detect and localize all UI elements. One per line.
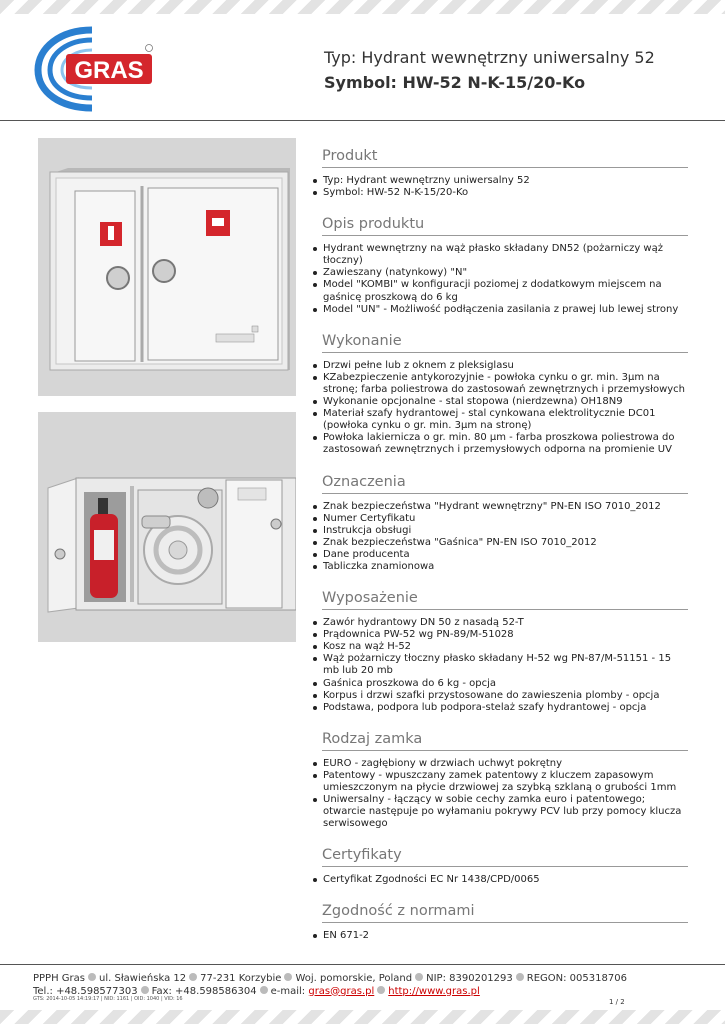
page-number: 1 / 2 <box>609 998 625 1006</box>
list-item: Kosz na wąż H-52 <box>310 641 688 653</box>
list-item: Model "KOMBI" w konfiguracji poziomej z dodatkowym miejscem na gaśnicę proszkową do 6 kg <box>310 279 688 303</box>
nip: NIP: 8390201293 <box>426 973 513 984</box>
list-item: EURO - zagłębiony w drzwiach uchwyt pokrętny <box>310 758 688 770</box>
section-wyposazenie <box>310 588 688 714</box>
separator-dot-icon <box>284 973 292 981</box>
fax: Fax: +48.598586304 <box>151 985 257 997</box>
company-name: PPPH Gras <box>33 973 85 984</box>
document-metadata: GTS: 2014-10-05 14:19:17 | NID: 1161 | OID: 1040 | VID: 16 <box>33 996 183 1002</box>
footer-divider <box>0 964 725 965</box>
svg-text:GRAS: GRAS <box>74 57 144 84</box>
section-produkt <box>310 146 688 199</box>
list-item: Powłoka lakiernicza o gr. min. 80 µm - farba proszkowa poliestrowa do zastosowań zewnętrznych i przemysłowych odporna na promienie UV <box>310 432 688 456</box>
separator-dot-icon <box>260 986 268 994</box>
list-item: Znak bezpieczeństwa "Hydrant wewnętrzny" PN-EN ISO 7010_2012 <box>310 501 688 513</box>
section-title: Opis produktu <box>322 214 688 236</box>
list-item: Prądownica PW-52 wg PN-89/M-51028 <box>310 629 688 641</box>
list-item: Wykonanie opcjonalne - stal stopowa (nierdzewna) OH18N9 <box>310 396 688 408</box>
section-oznaczenia <box>310 472 688 574</box>
product-type-title: Typ: Hydrant wewnętrzny uniwersalny 52 <box>324 48 655 67</box>
section-title: Rodzaj zamka <box>322 729 688 751</box>
list-item: Typ: Hydrant wewnętrzny uniwersalny 52 <box>310 175 688 187</box>
list-item: Dane producenta <box>310 549 688 561</box>
separator-dot-icon <box>377 986 385 994</box>
list-item: Numer Certyfikatu <box>310 513 688 525</box>
section-title: Produkt <box>322 146 688 168</box>
section-rodzaj-zamka <box>310 729 688 831</box>
header-divider <box>0 120 725 121</box>
region: Woj. pomorskie, Poland <box>295 973 413 984</box>
list-item: Podstawa, podpora lub podpora-stelaż szafy hydrantowej - opcja <box>310 702 688 714</box>
product-details <box>310 146 688 958</box>
section-opis-produktu <box>310 214 688 316</box>
product-symbol-title: Symbol: HW-52 N-K-15/20-Ko <box>324 73 586 92</box>
list-item: Model "UN" - Możliwość podłączenia zasilania z prawej lub lewej strony <box>310 304 688 316</box>
closed-cabinet-photo <box>38 138 296 396</box>
separator-dot-icon <box>415 973 423 981</box>
separator-dot-icon <box>88 973 96 981</box>
list-item: Znak bezpieczeństwa "Gaśnica" PN-EN ISO 7010_2012 <box>310 537 688 549</box>
list-item: Drzwi pełne lub z oknem z pleksiglasu <box>310 360 688 372</box>
list-item: Materiał szafy hydrantowej - stal cynkowana elektrolitycznie DC01 (powłoka cynku o gr. min. 3µm na stronę) <box>310 408 688 432</box>
address-line <box>33 973 627 986</box>
section-certyfikaty <box>310 845 688 886</box>
phone: Tel.: +48.598577303 <box>33 985 138 997</box>
separator-dot-icon <box>141 986 149 994</box>
city: 77-231 Korzybie <box>200 973 282 984</box>
section-title: Wyposażenie <box>322 588 688 610</box>
list-item: Gaśnica proszkowa do 6 kg - opcja <box>310 678 688 690</box>
section-title: Zgodność z normami <box>322 901 688 923</box>
list-item: Korpus i drzwi szafki przystosowane do zawieszenia plomby - opcja <box>310 690 688 702</box>
top-stripe-border <box>0 0 725 14</box>
regon: REGON: 005318706 <box>526 973 627 984</box>
list-item: Tabliczka znamionowa <box>310 561 688 573</box>
bottom-stripe-border <box>0 1010 725 1024</box>
list-item: Hydrant wewnętrzny na wąż płasko składany DN52 (pożarniczy wąż tłoczny) <box>310 243 688 267</box>
list-item: Zawór hydrantowy DN 50 z nasadą 52-T <box>310 617 688 629</box>
section-title: Wykonanie <box>322 331 688 353</box>
email-link[interactable]: gras@gras.pl <box>308 985 375 997</box>
separator-dot-icon <box>516 973 524 981</box>
street: ul. Sławieńska 12 <box>99 973 187 984</box>
company-footer <box>33 973 627 998</box>
list-item: Zawieszany (natynkowy) "N" <box>310 267 688 279</box>
section-title: Oznaczenia <box>322 472 688 494</box>
gras-logo <box>30 22 160 114</box>
section-zgodnosc-z-normami <box>310 901 688 942</box>
list-item: EN 671-2 <box>310 930 688 942</box>
website-link[interactable]: http://www.gras.pl <box>388 985 480 997</box>
list-item: Certyfikat Zgodności EC Nr 1438/CPD/0065 <box>310 874 688 886</box>
separator-dot-icon <box>189 973 197 981</box>
email-label: e-mail: <box>270 985 306 997</box>
list-item: Uniwersalny - łączący w sobie cechy zamka euro i patentowego; otwarcie następuje po wyłamaniu pokrywy PCV lub przy pomocy klucza serwisowego <box>310 794 688 830</box>
list-item: Symbol: HW-52 N-K-15/20-Ko <box>310 187 688 199</box>
open-cabinet-photo <box>38 412 296 642</box>
list-item: Instrukcja obsługi <box>310 525 688 537</box>
list-item: Patentowy - wpuszczany zamek patentowy z kluczem zapasowym umieszczonym na płycie drzwiowej za szybką szklaną o grubości 1mm <box>310 770 688 794</box>
list-item: Wąż pożarniczy tłoczny płasko składany H-52 wg PN-87/M-51151 - 15 mb lub 20 mb <box>310 653 688 677</box>
section-wykonanie <box>310 331 688 457</box>
section-title: Certyfikaty <box>322 845 688 867</box>
list-item: KZabezpieczenie antykorozyjnie - powłoka cynku o gr. min. 3µm na stronę; farba poliestrowa do zastosowań zewnętrznych i przemysłowych <box>310 372 688 396</box>
